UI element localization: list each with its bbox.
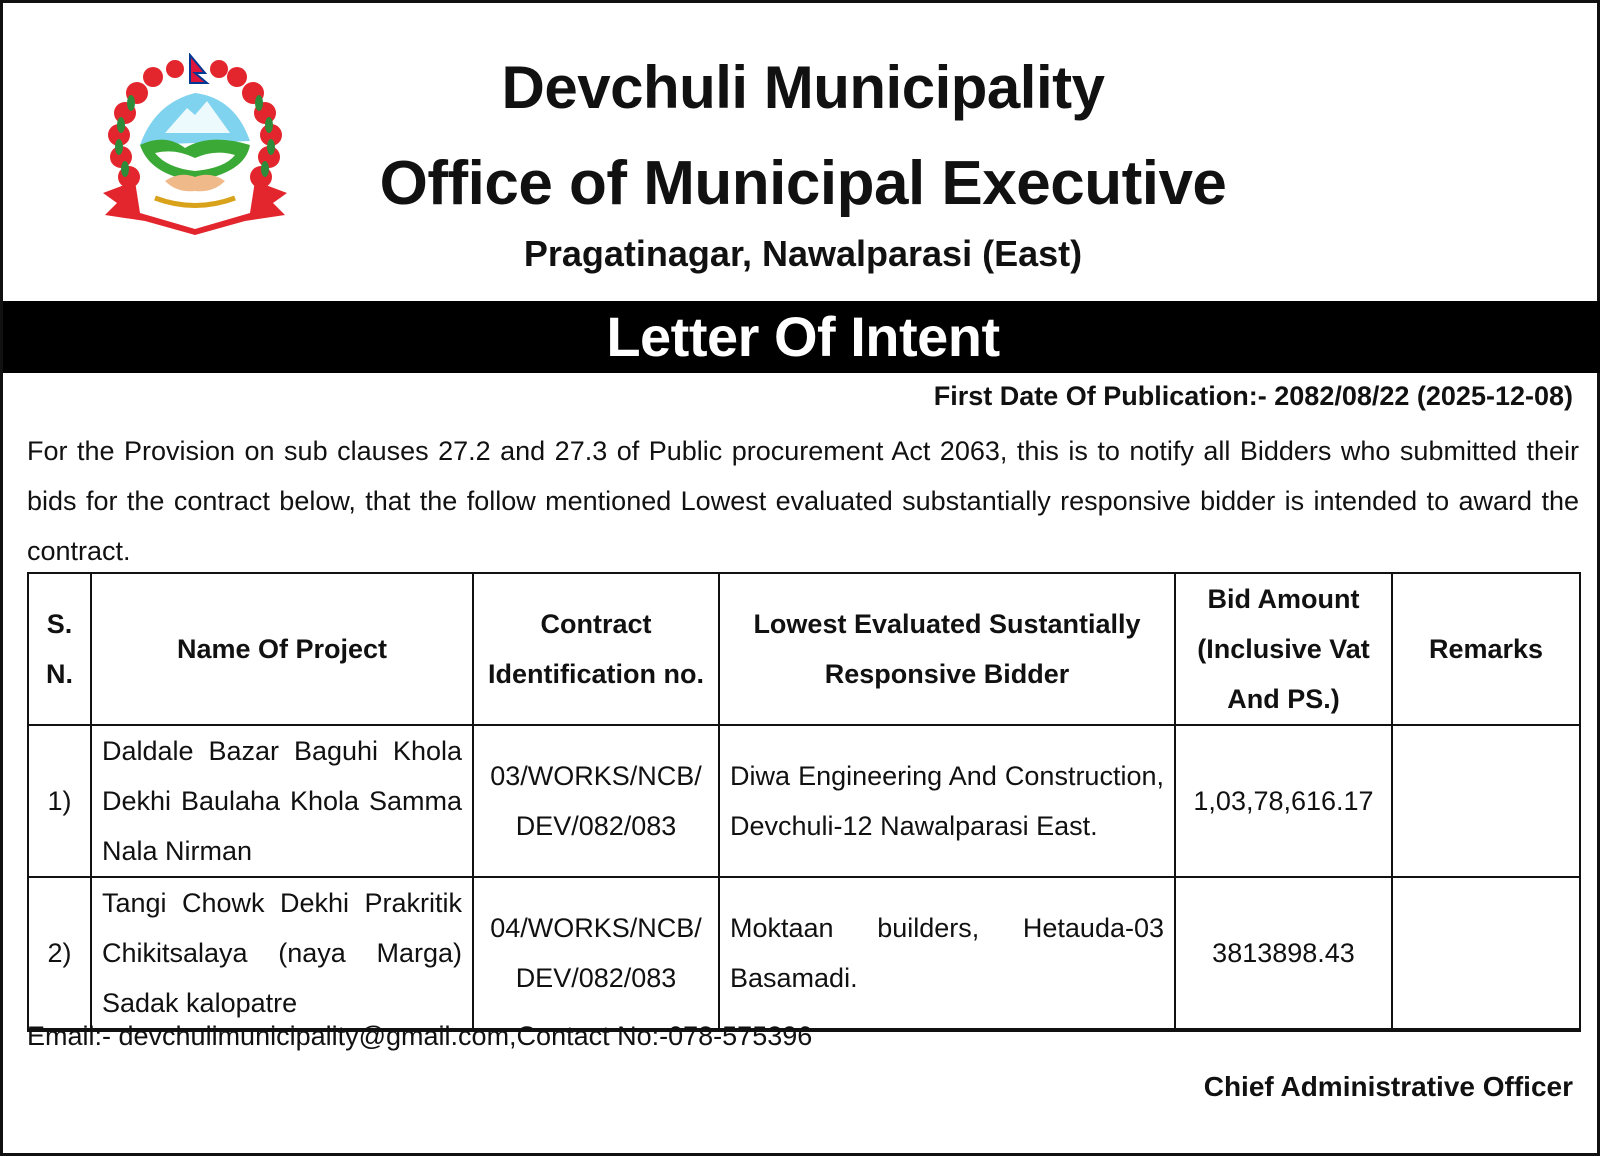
header-remarks: Remarks bbox=[1392, 573, 1580, 725]
signatory-title: Chief Administrative Officer bbox=[1203, 1071, 1573, 1102]
cell-remarks bbox=[1392, 877, 1580, 1030]
office-address: Pragatinagar, Nawalparasi (East) bbox=[523, 233, 1083, 274]
contact-info: Email:- devchulimunicipality@gmail.com,Contact No:-078-575396 bbox=[27, 1021, 813, 1051]
cell-sn: 1) bbox=[28, 725, 91, 877]
municipality-title: Devchuli Municipality bbox=[501, 54, 1105, 121]
cell-bidder: Moktaan builders, Hetauda-03 Basamadi. bbox=[719, 877, 1175, 1030]
cell-remarks bbox=[1392, 725, 1580, 877]
cell-bidder: Diwa Engineering And Construction, Devchuli-12 Nawalparasi East. bbox=[719, 725, 1175, 877]
intro-paragraph: For the Provision on sub clauses 27.2 and 27.3 of Public procurement Act 2063, this is to notify all Bidders who submitted their bids for the contract below, that the follow mentioned Lowest evaluated substantially responsive bidder is intended to award the contract. bbox=[27, 436, 1579, 566]
header-project-name: Name Of Project bbox=[91, 573, 473, 725]
table-row bbox=[28, 725, 1580, 877]
notice-banner: Letter Of Intent bbox=[3, 301, 1600, 373]
cell-contract-id: 03/WORKS/NCB/ DEV/082/083 bbox=[473, 725, 719, 877]
cell-bid-amount: 1,03,78,616.17 bbox=[1175, 725, 1392, 877]
publication-date: First Date Of Publication:- 2082/08/22 (2025-12-08) bbox=[933, 381, 1573, 411]
header bbox=[3, 3, 1600, 301]
cell-project-name: Tangi Chowk Dekhi Prakritik Chikitsalaya (naya Marga) Sadak kalopatre bbox=[91, 877, 473, 1030]
header-bid-amount: Bid Amount (Inclusive Vat And PS.) bbox=[1175, 573, 1392, 725]
office-title: Office of Municipal Executive bbox=[379, 149, 1227, 218]
header-sn: S. N. bbox=[28, 573, 91, 725]
table-row bbox=[28, 877, 1580, 1030]
cell-contract-id: 04/WORKS/NCB/ DEV/082/083 bbox=[473, 877, 719, 1030]
header-contract-id: Contract Identification no. bbox=[473, 573, 719, 725]
header-bidder: Lowest Evaluated Sustantially Responsive Bidder bbox=[719, 573, 1175, 725]
award-table bbox=[27, 572, 1581, 1032]
cell-sn: 2) bbox=[28, 877, 91, 1030]
cell-bid-amount: 3813898.43 bbox=[1175, 877, 1392, 1030]
nepal-coat-of-arms-icon bbox=[95, 53, 295, 243]
cell-project-name: Daldale Bazar Baguhi Khola Dekhi Baulaha Khola Samma Nala Nirman bbox=[91, 725, 473, 877]
table-header-row bbox=[28, 573, 1580, 725]
